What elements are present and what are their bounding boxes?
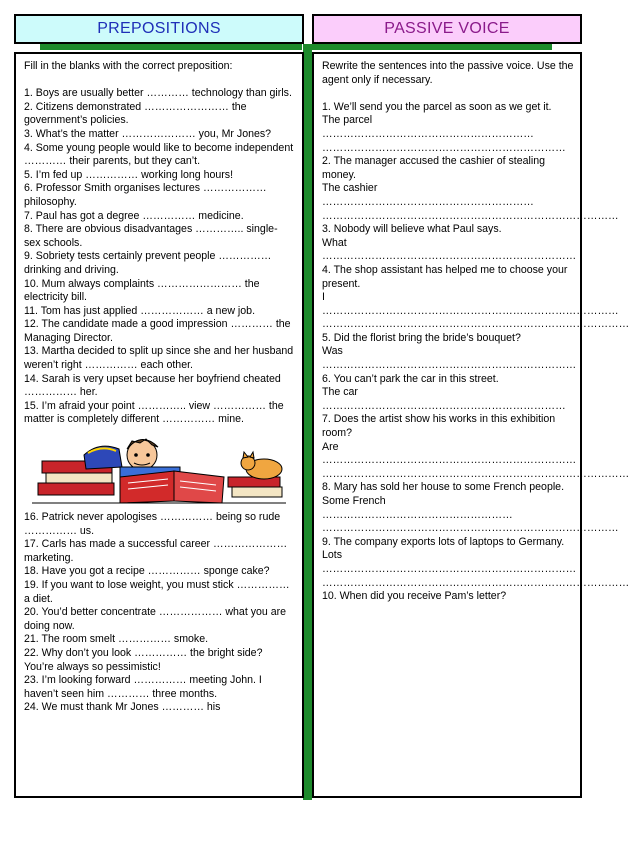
passive-answer-line: ……………………………………………………………………………	[322, 467, 629, 480]
preposition-item: 1. Boys are usually better ………… technology than girls.	[24, 87, 292, 100]
passive-answer-line: ………………………………………………………………	[322, 250, 577, 263]
prepositions-list-part-2	[24, 511, 294, 715]
preposition-item: 19. If you want to lose weight, you must stick …………… a diet.	[24, 579, 290, 605]
preposition-item: 17. Carls has made a successful career ………………… marketing.	[24, 538, 288, 564]
preposition-item: 21. The room smelt …………… smoke.	[24, 633, 209, 646]
passive-item	[322, 481, 619, 535]
passive-answer-start: Was	[322, 345, 343, 358]
passive-answer-line: ………………………………………………………………	[322, 359, 577, 372]
preposition-item: 7. Paul has got a degree …………… medicine.	[24, 209, 244, 222]
preposition-item: 18. Have you got a recipe …………… sponge cake?	[24, 565, 270, 578]
passive-answer-line: …………………………………………………………………………	[322, 209, 619, 222]
books-illustration	[24, 433, 294, 505]
passive-answer-start: Lots	[322, 549, 343, 562]
preposition-item: 11. Tom has just applied ……………… a new job.	[24, 304, 256, 317]
passive-answer-start: The car	[322, 386, 358, 399]
preposition-item: 3. What’s the matter ………………… you, Mr Jones?	[24, 127, 272, 140]
passive-item	[322, 373, 574, 414]
prepositions-list-part-1	[24, 87, 294, 427]
passive-question: 1. We’ll send you the parcel as soon as we get it.	[322, 100, 552, 113]
preposition-item: 5. I’m fed up …………… working long hours!	[24, 168, 234, 181]
preposition-item: 13. Martha decided to split up since she and her husband weren’t right …………… each other.	[24, 345, 294, 372]
passive-voice-column	[312, 52, 629, 798]
student-with-books-clipart	[24, 433, 294, 505]
passive-answer-line: …………………………………………………………………………	[322, 304, 619, 317]
preposition-item: 10. Mum always complaints …………………… the electricity bill.	[24, 277, 260, 304]
passive-item	[322, 535, 629, 590]
passive-answer-line: ………………………………………………………………	[322, 454, 577, 467]
passive-question: 10. When did you receive Pam’s letter?	[322, 590, 507, 603]
passive-item	[322, 101, 574, 155]
passive-question: 7. Does the artist show his works in this exhibition room?	[322, 413, 556, 440]
passive-answer-line: ……………………………………………………………………………	[322, 576, 629, 589]
prepositions-instruction: Fill in the blanks with the correct preposition:	[24, 60, 233, 72]
preposition-item: 16. Patrick never apologises …………… being so rude …………… us.	[24, 511, 281, 537]
green-top-bar-right	[312, 44, 552, 50]
passive-question: 4. The shop assistant has helped me to choose your present.	[322, 263, 568, 290]
passive-answer-start: The cashier	[322, 182, 378, 195]
passive-question: 9. The company exports lots of laptops to Germany.	[322, 535, 565, 548]
passive-item	[322, 331, 577, 373]
passive-item	[322, 413, 629, 481]
passive-answer-line: ……………………………………………………………………………	[322, 318, 629, 331]
prepositions-header: PREPOSITIONS	[14, 14, 304, 44]
passive-answer-line: …………………………………………………………………………	[322, 522, 619, 535]
preposition-item: 23. I’m looking forward …………… meeting John. I haven’t seen him ………… three months.	[24, 674, 262, 700]
passive-answer-line: ………………………………………………………………	[322, 562, 577, 575]
prepositions-column	[14, 52, 304, 798]
passive-question: 2. The manager accused the cashier of stealing money.	[322, 155, 545, 181]
preposition-item: 20. You’d better concentrate ……………… what you are doing now.	[24, 606, 287, 632]
passive-question: 8. Mary has sold her house to some French people.	[322, 481, 565, 494]
passive-item	[322, 263, 629, 332]
passive-answer-start: Are	[322, 440, 339, 453]
passive-answer-line: ……………………………………………………………	[322, 399, 566, 412]
passive-answer-line: ……………………………………………………	[322, 127, 534, 140]
passive-answer-start: Some French	[322, 495, 386, 507]
preposition-item: 15. I’m afraid your point ………….. view …………… the matter is completely different …………… mine.	[24, 399, 284, 426]
passive-answer-start: I	[322, 291, 325, 304]
preposition-item: 6. Professor Smith organises lectures ……………… philosophy.	[24, 182, 267, 208]
passive-question: 6. You can’t park the car in this street.	[322, 372, 499, 385]
preposition-item: 14. Sarah is very upset because her boyfriend cheated …………… her.	[24, 372, 281, 399]
passive-item	[322, 223, 577, 264]
passive-answer-start: The parcel	[322, 114, 373, 127]
passive-item	[322, 590, 574, 604]
passive-question: 5. Did the florist bring the bride’s bouquet?	[322, 331, 521, 344]
preposition-item: 2. Citizens demonstrated …………………… the government’s policies.	[24, 100, 247, 127]
passive-answer-line: ……………………………………………………………	[322, 141, 566, 154]
passive-list	[322, 100, 629, 604]
passive-answer-line: ……………………………………………………	[322, 195, 534, 208]
preposition-item: 24. We must thank Mr Jones ………… his	[24, 701, 221, 714]
passive-item	[322, 155, 619, 223]
green-vertical-divider	[303, 44, 312, 800]
passive-answer-start: What	[322, 236, 347, 249]
passive-answer-line: ………………………………………………	[322, 508, 513, 521]
preposition-item: 8. There are obvious disadvantages ………….. single-sex schools.	[24, 223, 278, 249]
preposition-item: 12. The candidate made a good impression ………… the Managing Director.	[24, 318, 291, 344]
preposition-item: 22. Why don’t you look …………… the bright side? You’re always so pessimistic!	[24, 646, 263, 673]
green-top-bar-left	[40, 44, 302, 50]
passive-question: 3. Nobody will believe what Paul says.	[322, 223, 502, 236]
preposition-item: 9. Sobriety tests certainly prevent people …………… drinking and driving.	[24, 250, 272, 276]
preposition-item: 4. Some young people would like to become independent ………… their parents, but they can’t.	[24, 141, 294, 168]
passive-instruction: Rewrite the sentences into the passive voice. Use the agent only if necessary.	[322, 60, 574, 86]
passive-voice-header: PASSIVE VOICE	[312, 14, 582, 44]
